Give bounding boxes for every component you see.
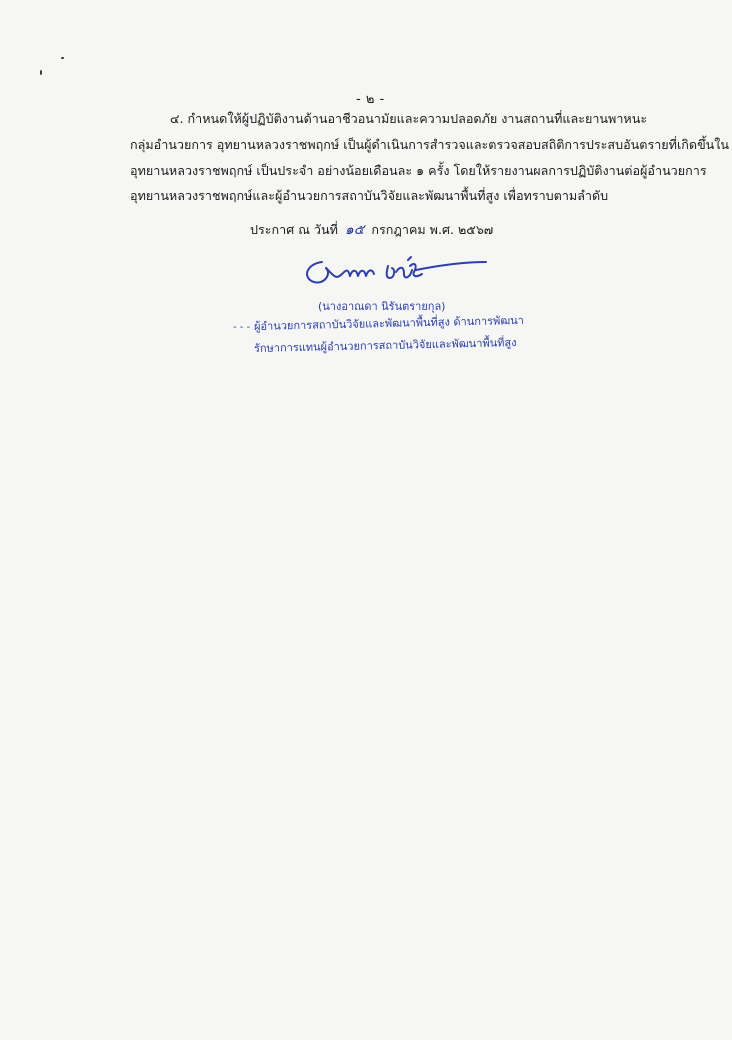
paragraph-line: อุทยานหลวงราชพฤกษ์และผู้อำนวยการสถาบันวิจัยและพัฒนาพื้นที่สูง เพื่อทราบตามลำดับ	[130, 188, 609, 204]
body-paragraph	[130, 106, 730, 209]
announce-suffix: กรกฎาคม พ.ศ. ๒๕๖๗	[371, 222, 494, 237]
announcement-date	[250, 219, 493, 241]
signatory-name: (นางอาณดา นิรันตรายกุล)	[318, 300, 446, 313]
signatory-position: ผู้อำนวยการสถาบันวิจัยและพัฒนาพื้นที่สูง ด้านการพัฒนา	[253, 313, 525, 333]
handwritten-signature	[296, 252, 492, 292]
stamp-prefix: - - -	[233, 322, 251, 333]
paragraph-line: ๔. กำหนดให้ผู้ปฏิบัติงานด้านอาชีวอนามัยและความปลอดภัย งานสถานที่และยานพาหนะ	[170, 111, 648, 126]
paragraph-line: อุทยานหลวงราชพฤกษ์ เป็นประจำ อย่างน้อยเดือนละ ๑ ครั้ง โดยให้รายงานผลการปฏิบัติงานต่อผู้อำนวยการ	[130, 162, 707, 178]
page-number: - ๒ -	[356, 92, 385, 107]
paragraph-line: กลุ่มอำนวยการ อุทยานหลวงราชพฤกษ์ เป็นผู้ดำเนินการสำรวจและตรวจสอบสถิติการประสบอันตรายที่เกิดขึ้นใน	[130, 136, 730, 152]
signatory-acting-position: รักษาการแทนผู้อำนวยการสถาบันวิจัยและพัฒนาพื้นที่สูง	[253, 336, 517, 355]
scan-speck	[40, 70, 42, 75]
scan-speck	[61, 57, 64, 59]
announce-day: ๑๕	[344, 222, 365, 238]
announce-prefix: ประกาศ ณ วันที่	[250, 222, 338, 237]
